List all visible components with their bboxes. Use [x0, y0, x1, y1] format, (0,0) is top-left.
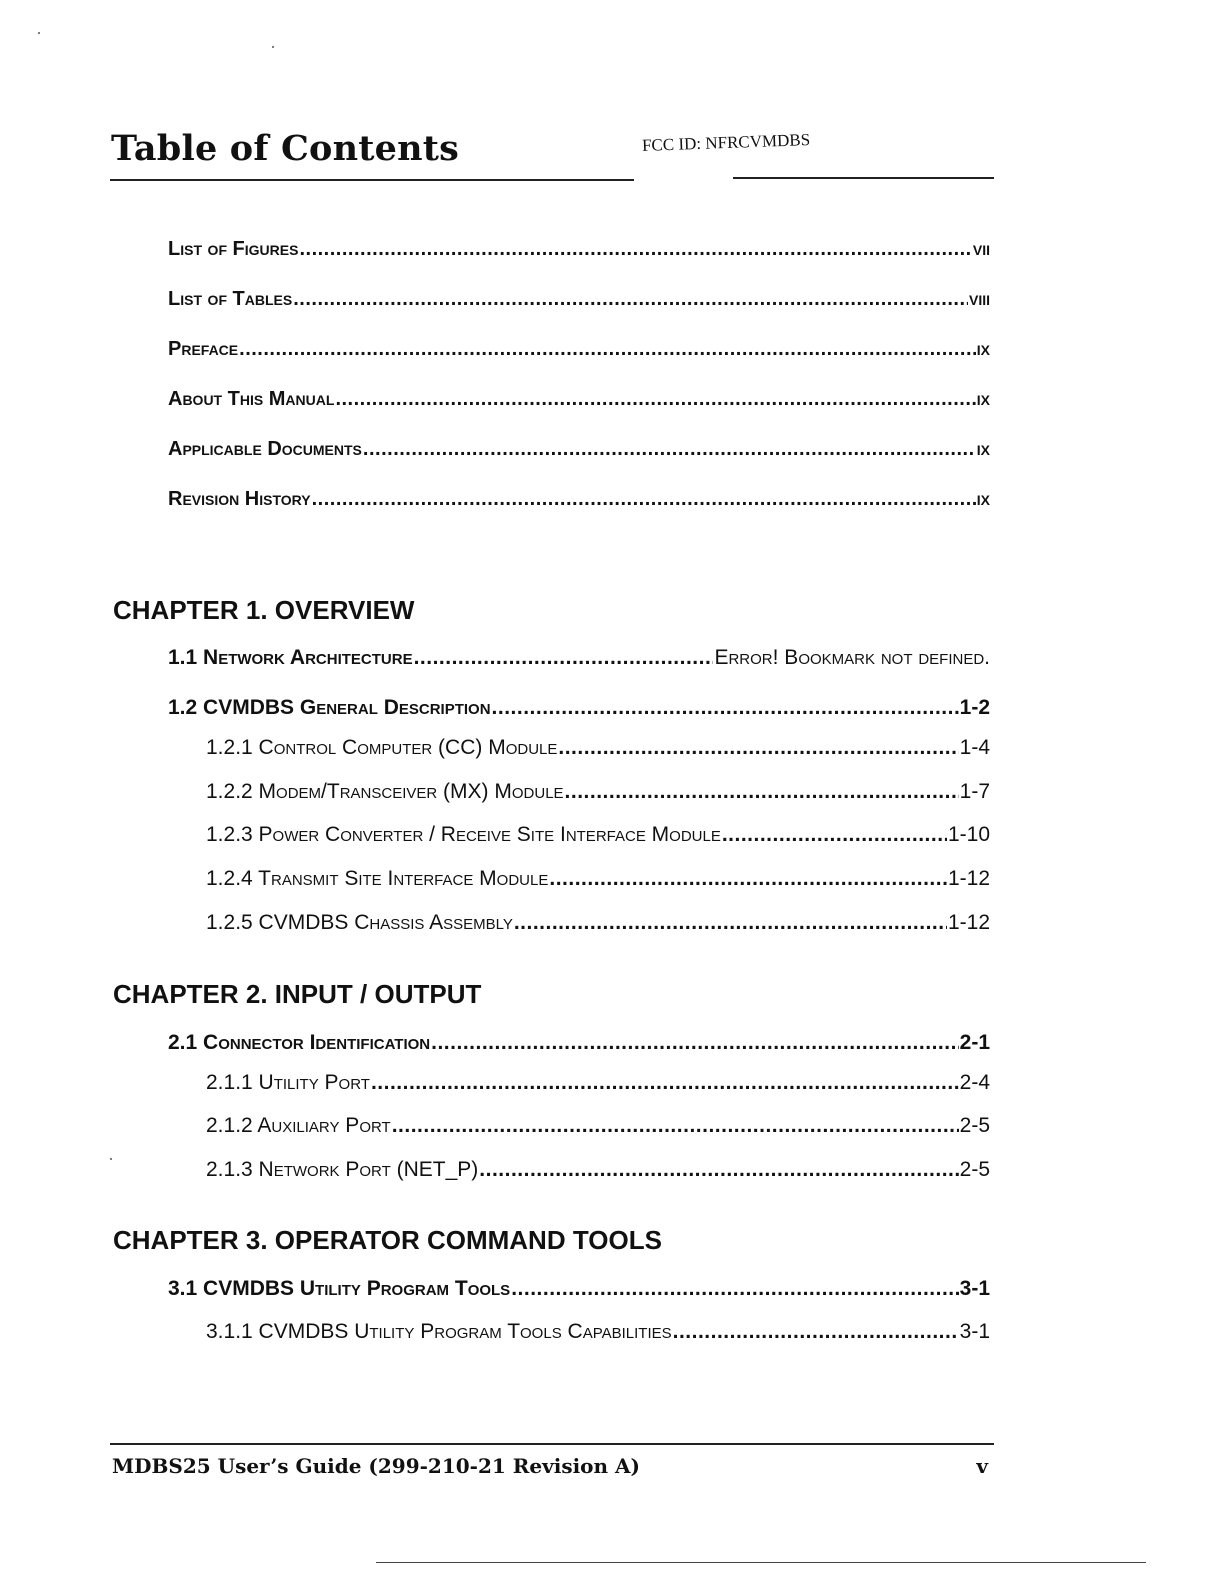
dot-leader — [371, 1071, 959, 1095]
toc-entry-label: 2.1.3 Network Port (NET_P) — [206, 1158, 479, 1181]
toc-entry-page: 1-10 — [947, 823, 990, 846]
toc-entry-label: 1.2.4 Transmit Site Interface Module — [206, 867, 549, 890]
toc-entry-page: vii — [972, 238, 990, 260]
scan-edge-line — [376, 1562, 1146, 1563]
dot-leader — [673, 1320, 959, 1344]
toc-entry-page: 1-2 — [959, 696, 990, 719]
toc-entry-label: 2.1 Connector Identification — [168, 1031, 431, 1054]
dot-leader — [722, 823, 947, 847]
fcc-id: FCC ID: NFRCVMDBS — [641, 130, 811, 155]
toc-entry-2-1-3[interactable] — [206, 1158, 990, 1182]
toc-entry-label: 1.2 CVMDBS General Description — [168, 696, 491, 719]
toc-entry-label: 3.1 CVMDBS Utility Program Tools — [168, 1277, 511, 1300]
dot-leader — [565, 780, 959, 804]
toc-entry-page: 1-12 — [947, 867, 990, 890]
toc-entry-label: Revision History — [168, 488, 311, 510]
toc-entry-page: ix — [976, 388, 990, 410]
toc-entry-page: 1-7 — [959, 780, 990, 803]
dot-leader — [479, 1158, 958, 1182]
page-title: Table of Contents — [111, 128, 459, 169]
toc-entry-label: 2.1.1 Utility Port — [206, 1071, 370, 1094]
toc-entry-page: 2-1 — [959, 1031, 990, 1054]
footer-page-number: v — [976, 1454, 988, 1478]
toc-entry-page: viii — [968, 288, 990, 310]
chapter-heading[interactable]: CHAPTER 2. INPUT / OUTPUT — [113, 979, 482, 1009]
toc-entry-page: ix — [976, 438, 990, 460]
scan-speck — [272, 46, 274, 48]
toc-entry-page: ix — [976, 488, 990, 510]
dot-leader — [239, 338, 976, 361]
toc-entry-1-2-2[interactable] — [206, 780, 990, 804]
header-rule-right — [733, 177, 994, 179]
toc-entry-preface[interactable] — [168, 338, 990, 361]
scan-speck — [38, 32, 40, 34]
dot-leader — [414, 646, 714, 670]
toc-entry-label: About This Manual — [168, 388, 335, 410]
toc-entry-3-1[interactable] — [168, 1277, 990, 1301]
toc-entry-applicable-documents[interactable] — [168, 438, 990, 461]
toc-entry-page: 3-1 — [959, 1277, 990, 1300]
dot-leader — [312, 488, 976, 511]
toc-entry-revision-history[interactable] — [168, 488, 990, 511]
footer-document-title: MDBS25 User’s Guide (299-210-21 Revision A) — [112, 1454, 640, 1478]
toc-entry-page: 1-4 — [959, 736, 990, 759]
toc-entry-page: 2-4 — [959, 1071, 990, 1094]
toc-entry-page: Error! Bookmark not defined. — [714, 646, 990, 669]
toc-entry-label: 1.2.1 Control Computer (CC) Module — [206, 736, 558, 759]
toc-entry-label: 2.1.2 Auxiliary Port — [206, 1114, 391, 1137]
dot-leader — [363, 438, 976, 461]
toc-entry-page: 1-12 — [947, 911, 990, 934]
toc-entry-label: 1.2.5 CVMDBS Chassis Assembly — [206, 911, 513, 934]
dot-leader — [514, 911, 947, 935]
dot-leader — [558, 736, 958, 760]
toc-entry-page: 2-5 — [959, 1158, 990, 1181]
toc-entry-label: 3.1.1 CVMDBS Utility Program Tools Capabilities — [206, 1320, 672, 1343]
dot-leader — [392, 1114, 959, 1138]
dot-leader — [293, 288, 968, 311]
toc-entry-label: Applicable Documents — [168, 438, 362, 460]
toc-entry-1-2-1[interactable] — [206, 736, 990, 760]
dot-leader — [299, 238, 971, 261]
toc-entry-1-2-3[interactable] — [206, 823, 990, 847]
toc-entry-about-this-manual[interactable] — [168, 388, 990, 411]
toc-entry-label: Preface — [168, 338, 239, 360]
toc-entry-3-1-1[interactable] — [206, 1320, 990, 1344]
toc-entry-page: 2-5 — [959, 1114, 990, 1137]
toc-entry-label: List of Figures — [168, 238, 299, 260]
chapter-heading[interactable]: CHAPTER 3. OPERATOR COMMAND TOOLS — [113, 1225, 662, 1255]
toc-entry-1-1[interactable] — [168, 646, 990, 670]
dot-leader — [492, 696, 959, 720]
toc-entry-label: 1.2.2 Modem/Transceiver (MX) Module — [206, 780, 564, 803]
toc-entry-label: 1.1 Network Architecture — [168, 646, 413, 669]
chapter-heading[interactable]: CHAPTER 1. OVERVIEW — [113, 595, 415, 625]
toc-entry-page: 3-1 — [959, 1320, 990, 1343]
toc-entry-2-1-1[interactable] — [206, 1071, 990, 1095]
toc-entry-1-2[interactable] — [168, 696, 990, 720]
toc-entry-page: ix — [976, 338, 990, 360]
header-rule-left — [110, 179, 634, 181]
toc-entry-1-2-4[interactable] — [206, 867, 990, 891]
toc-entry-list-of-figures[interactable] — [168, 238, 990, 261]
toc-entry-label: 1.2.3 Power Converter / Receive Site Interface Module — [206, 823, 721, 846]
scan-speck — [110, 1158, 112, 1160]
toc-entry-1-2-5[interactable] — [206, 911, 990, 935]
dot-leader — [549, 867, 947, 891]
dot-leader — [511, 1277, 958, 1301]
toc-entry-2-1[interactable] — [168, 1031, 990, 1055]
dot-leader — [335, 388, 975, 411]
toc-entry-2-1-2[interactable] — [206, 1114, 990, 1138]
dot-leader — [431, 1031, 959, 1055]
footer-rule — [110, 1443, 994, 1445]
toc-entry-list-of-tables[interactable] — [168, 288, 990, 311]
toc-entry-label: List of Tables — [168, 288, 293, 310]
